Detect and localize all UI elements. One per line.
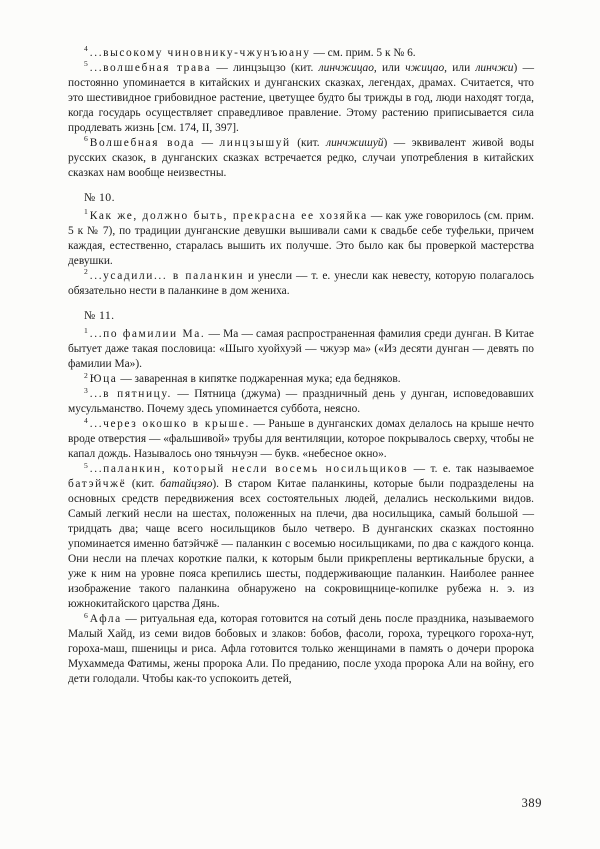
footnote-marker: 2 <box>84 267 88 277</box>
footnote-body: — Пятница (джума) — праздничный день у дунган, исповедовавших мусульманство. Почему здесь упоминается суббота, неясно. <box>68 388 534 416</box>
footnote-lemma: ...высокому чиновнику-чжунъюану <box>89 47 311 59</box>
footnote-body: или <box>376 62 406 74</box>
footnote-body: (кит. <box>126 478 160 491</box>
footnote-body: — ритуальная еда, которая готовится на сотый день после праздника, называемого Малый Хайд, из семи видов бобовых и злаков: бобов, фасоли, гороха, турецкого гороха-нут, гороха-маш, пшеницы и риса. Афла готовится только женщинами в память о дочери пророка Мухаммеда Фатимы, жены пророка Али. По преданию, после ухода пророка Али на войну, его дети голодали. Чтобы как-то успокоить детей, <box>68 613 534 686</box>
footnote-body: или <box>447 62 476 74</box>
footnote-marker: 6 <box>84 134 88 144</box>
footnote-body: ) — постоянно упоминается в китайских и дунганских сказках, легендах, драмах. Считается, что это шестивидное грибовидное растение, цветущее будто бы трижды в год, люди находят тогда, когда государь осуществляет справедливое правление. Этому растению приписывается сила продлевать жизнь [см. 174, II, 397]. <box>68 62 534 134</box>
page-text-column <box>68 46 534 687</box>
footnote-lemma: ...паланкин, который несли восемь носильщиков <box>89 463 409 476</box>
footnote-11-5 <box>68 462 534 612</box>
footnote-11-6 <box>68 612 534 687</box>
section-heading-10: № 10. <box>84 190 115 204</box>
term-italic: линчжишуй <box>326 137 384 149</box>
footnote-body: и унесли — т. е. унесли как невесту, которую полагалось обязательно нести в паланкине в дом жениха. <box>68 270 534 298</box>
footnote-term-spaced: батэйчжё <box>68 478 127 491</box>
footnote-10-2 <box>68 269 534 299</box>
term-italic: батайцзяо <box>159 478 213 491</box>
footnote-marker: 5 <box>84 460 88 470</box>
footnote-body: — см. прим. 5 к № 6. <box>310 47 416 59</box>
footnote-lemma: Юца <box>89 373 118 386</box>
footnote-10-1 <box>68 209 534 269</box>
footnote-body: ) — эквивалент живой воды русских сказок, в дунганских сказках встречается редко, случаи употребления в китайских сказках нам вообще неизвестны. <box>68 137 534 179</box>
term-italic: линчжицао, <box>318 62 377 74</box>
footnote-lemma: Афла <box>89 613 122 626</box>
footnote-body: — как уже говорилось (см. прим. 5 к № 7), по традиции дунганские девушки вышивали сами к свадьбе себе туфельки, причем каждая, естественно, старалась вышить их получше. Это было как бы проверкой мастерства девушки. <box>68 210 534 268</box>
section-heading-11: № 11. <box>84 308 115 323</box>
footnote-marker: 1 <box>84 207 88 217</box>
footnote-lemma: ...через окошко в крыше. <box>89 418 251 431</box>
footnote-lemma-alt: линцзышуй <box>219 137 291 149</box>
page-number: 389 <box>521 796 542 810</box>
footnote-lemma: ...волшебная трава <box>89 62 212 74</box>
footnote-5 <box>68 61 534 136</box>
footnote-11-1 <box>68 327 534 372</box>
footnote-body: — Раньше в дунганских домах делалось на крыше нечто вроде отверстия — «фальшивой» трубы для вентиляции, которое покрывалось сверху, чтобы не капал дождь. Называлось оно тяньчуэн — букв. «небесное окно». <box>68 418 534 461</box>
footnote-body: — <box>195 137 220 149</box>
footnote-marker: 4 <box>84 415 88 425</box>
footnote-marker: 3 <box>84 385 88 395</box>
footnote-lemma: Волшебная вода <box>89 137 196 149</box>
footnote-body: — заваренная в кипятке поджаренная мука; еда бедняков. <box>117 373 401 386</box>
footnote-marker: 6 <box>84 610 88 620</box>
footnote-marker: 1 <box>84 325 88 335</box>
footnote-body: — Ма — самая распространенная фамилия среди дунган. В Китае бытует даже такая пословица: «Шыго хуойхуэй — чжуэр ма» («Из десяти дунган — девять по фамилии Ма»). <box>68 328 534 371</box>
term-italic: чжицао, <box>405 62 448 74</box>
footnote-lemma: ...усадили... в паланкин <box>89 270 245 283</box>
footnote-body: (кит. <box>290 137 327 149</box>
term-italic: линчжи <box>475 62 514 74</box>
footnote-lemma: Как же, должно быть, прекрасна ее хозяйка <box>89 210 368 223</box>
footnote-11-3 <box>68 387 534 417</box>
footnote-11-4 <box>68 417 534 462</box>
footnote-6 <box>68 136 534 181</box>
footnote-body: — линцзыцзо (кит. <box>211 62 319 74</box>
footnote-body: — т. е. так называемое <box>408 463 534 476</box>
footnote-11-2 <box>68 372 534 387</box>
footnote-lemma: ...по фамилии Ма. <box>89 328 206 341</box>
footnote-4 <box>68 46 534 61</box>
footnote-body: ). В старом Китае паланкины, которые были подразделены на основных средств передвижения всех состоятельных людей, делались несколькими видов. Самый легкий несли на шестах, положенных на плечи, два носильщика, самый большой — тридцать два; чаще всего носильщиков было четверо. В дунганских сказках постоянно упоминается именно батэйчжё — паланкин с восемью носильщиками, по два с каждого конца. Они несли на плечах короткие палки, к которым были прикреплены вертикальные бруски, а уже к ним на уровне пояса крепились шесты, поддерживающие паланкин. Наиболее раннее изображение такого паланкина обнаружено на сокровищнице-копилке рубежа н. э. из южнокитайского царства Дянь. <box>68 478 534 611</box>
footnote-marker: 4 <box>84 44 88 54</box>
footnote-lemma: ...в пятницу. <box>89 388 172 401</box>
footnote-marker: 5 <box>84 59 88 69</box>
footnote-marker: 2 <box>84 370 88 380</box>
